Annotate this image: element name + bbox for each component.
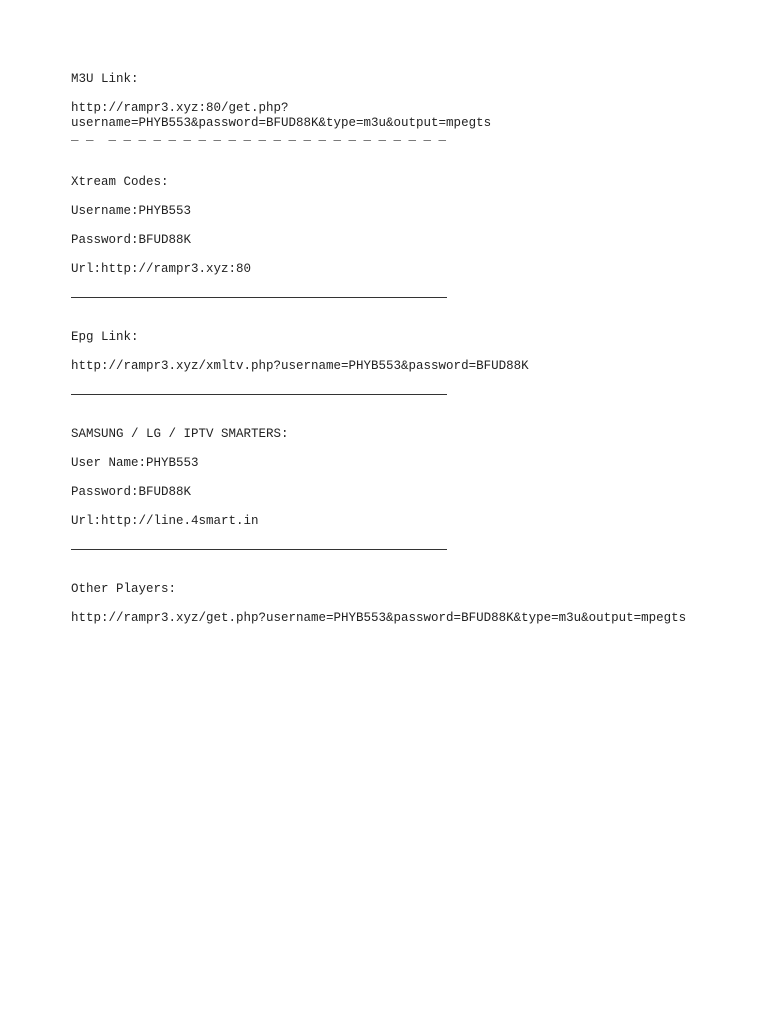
spacer: [71, 442, 731, 456]
spacer: [71, 87, 731, 101]
spacer: [71, 529, 731, 549]
spacer: [71, 298, 731, 330]
dashed-separator: _ _ _ _ _ _ _ _ _ _ _ _ _ _ _ _ _ _ _ _ _ _ _ _ _: [71, 131, 447, 143]
m3u-heading: M3U Link:: [71, 72, 139, 86]
spacer: [71, 190, 731, 204]
xtream-password: Password:BFUD88K: [71, 233, 192, 247]
spacer: [71, 345, 731, 359]
spacer: [71, 500, 731, 514]
spacer: [71, 395, 731, 427]
m3u-url-line-2: username=PHYB553&password=BFUD88K&type=m3u&output=mpegts: [71, 116, 492, 130]
m3u-url-line-1: http://rampr3.xyz:80/get.php?: [71, 101, 289, 115]
xtream-url: Url:http://rampr3.xyz:80: [71, 262, 252, 276]
spacer: [71, 277, 731, 297]
smarters-username: User Name:PHYB553: [71, 456, 199, 470]
spacer: [71, 219, 731, 233]
smarters-url: Url:http://line.4smart.in: [71, 514, 259, 528]
smarters-heading: SAMSUNG / LG / IPTV SMARTERS:: [71, 427, 289, 441]
spacer: [71, 471, 731, 485]
spacer: [71, 597, 731, 611]
xtream-username: Username:PHYB553: [71, 204, 192, 218]
smarters-password: Password:BFUD88K: [71, 485, 192, 499]
spacer: [71, 143, 731, 175]
epg-heading: Epg Link:: [71, 330, 139, 344]
other-url: http://rampr3.xyz/get.php?username=PHYB553&password=BFUD88K&type=m3u&output=mpegts: [71, 611, 687, 625]
other-heading: Other Players:: [71, 582, 177, 596]
epg-url: http://rampr3.xyz/xmltv.php?username=PHYB553&password=BFUD88K: [71, 359, 529, 373]
document-page: [71, 72, 731, 626]
spacer: [71, 374, 731, 394]
spacer: [71, 248, 731, 262]
xtream-heading: Xtream Codes:: [71, 175, 169, 189]
spacer: [71, 550, 731, 582]
